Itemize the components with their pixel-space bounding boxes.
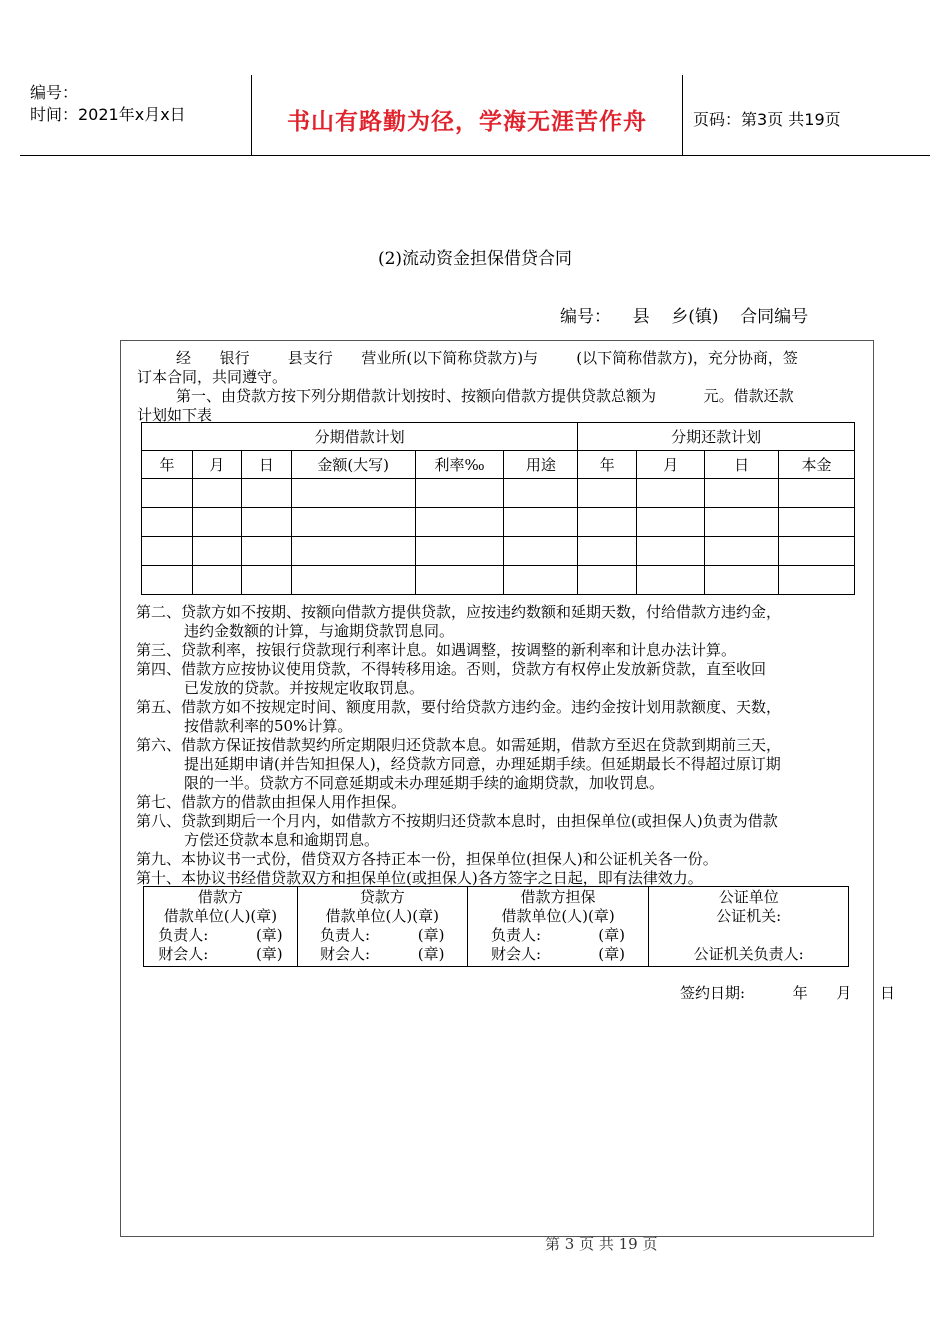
article-continuation-line: 提出延期申请(并告知担保人)，经贷款方同意，办理延期手续。但延期最长不得超过原订期 xyxy=(184,755,781,773)
signature-line: 财会人: (章) xyxy=(158,945,283,963)
table-cell xyxy=(241,537,291,566)
table-cell xyxy=(241,508,291,537)
table-cell xyxy=(779,537,855,566)
signature-cell xyxy=(297,887,467,967)
article-continuation-line: 违约金数额的计算，与逾期贷款罚息同。 xyxy=(184,622,455,640)
header-rule xyxy=(20,155,930,156)
table-cell xyxy=(504,508,578,537)
contract-number-label: 编号： xyxy=(560,307,611,327)
signature-line: 借款单位(人)(章) xyxy=(325,907,439,925)
table-row xyxy=(142,566,855,595)
township-label: 乡(镇) xyxy=(671,307,719,327)
table-cell xyxy=(142,508,193,537)
table-row xyxy=(142,537,855,566)
table-cell xyxy=(578,479,637,508)
col-day: 日 xyxy=(241,451,291,479)
col-amount: 金额(大写) xyxy=(291,451,415,479)
table-cell xyxy=(142,566,193,595)
header-motto: 书山有路勤为径，学海无涯苦作舟 xyxy=(287,108,647,135)
col-repay-month: 月 xyxy=(637,451,705,479)
table-cell xyxy=(415,508,504,537)
table-cell xyxy=(142,479,193,508)
table-cell xyxy=(705,508,779,537)
table-cell xyxy=(142,537,193,566)
table-cell xyxy=(291,537,415,566)
table-cell xyxy=(291,566,415,595)
plan-table-group-header xyxy=(142,423,855,451)
article-line: 第四、借款方应按协议使用贷款，不得转移用途。否则，贷款方有权停止发放新贷款，直至收回 xyxy=(136,660,767,678)
col-repay-year: 年 xyxy=(578,451,637,479)
header-page-info: 页码：第3页 共19页 xyxy=(693,110,841,129)
repay-plan-header: 分期还款计划 xyxy=(578,423,855,451)
table-cell xyxy=(192,537,241,566)
article-1-line-1: 第一、由贷款方按下列分期借款计划按时、按额向借款方提供贷款总额为 元。借款还款 xyxy=(176,387,794,405)
signature-line xyxy=(649,926,848,945)
table-cell xyxy=(779,566,855,595)
col-principal: 本金 xyxy=(779,451,855,479)
contract-number-field-label: 合同编号 xyxy=(740,307,809,327)
signature-table xyxy=(143,886,849,967)
article-line: 第九、本协议书一式份，借贷双方各持正本一份，担保单位(担保人)和公证机关各一份。 xyxy=(136,850,718,868)
header-number-label: 编号： xyxy=(30,83,79,102)
table-cell xyxy=(779,508,855,537)
table-cell xyxy=(578,566,637,595)
table-cell xyxy=(779,479,855,508)
intro-line-1: 经 银行 县支行 营业所(以下简称贷款方)与 (以下简称借款方)，充分协商，签 xyxy=(176,349,798,367)
signature-line: 借款方担保 xyxy=(520,888,596,906)
article-line: 第三、贷款利率，按银行贷款现行利率计息。如遇调整，按调整的新利率和计息办法计算。 xyxy=(136,641,737,659)
table-cell xyxy=(504,537,578,566)
header-time: 时间：2021年x月x日 xyxy=(30,105,186,124)
table-cell xyxy=(578,508,637,537)
table-cell xyxy=(705,479,779,508)
borrow-plan-header: 分期借款计划 xyxy=(142,423,578,451)
article-continuation-line: 方偿还贷款本息和逾期罚息。 xyxy=(184,831,380,849)
table-cell xyxy=(241,479,291,508)
article-line: 第五、借款方如不按规定时间、额度用款，要付给贷款方违约金。违约金按计划用款额度、天数， xyxy=(136,698,782,716)
county-label: 县 xyxy=(632,307,650,327)
signature-line: 财会人: (章) xyxy=(491,945,626,963)
intro-line-2: 订本合同，共同遵守。 xyxy=(137,368,288,386)
signature-line: 借款方 xyxy=(197,888,243,906)
table-cell xyxy=(705,566,779,595)
table-cell xyxy=(637,508,705,537)
article-line: 第六、借款方保证按借款契约所定期限归还贷款本息。如需延期，借款方至迟在贷款到期前三天， xyxy=(136,736,782,754)
table-cell xyxy=(192,566,241,595)
table-cell xyxy=(241,566,291,595)
signature-cell xyxy=(144,887,298,967)
article-continuation-line: 已发放的贷款。并按规定收取罚息。 xyxy=(184,679,425,697)
plan-table-column-header xyxy=(142,451,855,479)
signature-cell xyxy=(467,887,649,967)
loan-plan-table xyxy=(141,422,855,595)
table-cell xyxy=(291,508,415,537)
signature-line: 财会人: (章) xyxy=(320,945,445,963)
signature-line: 借款单位(人)(章) xyxy=(501,907,615,925)
table-cell xyxy=(578,537,637,566)
col-year: 年 xyxy=(142,451,193,479)
signature-line: 贷款方 xyxy=(359,888,405,906)
table-cell xyxy=(415,479,504,508)
table-cell xyxy=(504,479,578,508)
col-rate: 利率‰ xyxy=(415,451,504,479)
table-cell xyxy=(705,537,779,566)
table-cell xyxy=(192,508,241,537)
sign-date: 签约日期: 年 月 日 xyxy=(680,984,895,1002)
table-row xyxy=(142,479,855,508)
signature-line: 公证机关负责人: xyxy=(693,945,804,963)
contract-number-line xyxy=(560,302,808,327)
article-continuation-line: 按借款利率的50%计算。 xyxy=(184,717,353,735)
table-cell xyxy=(637,537,705,566)
article-line: 第七、借款方的借款由担保人用作担保。 xyxy=(136,793,407,811)
table-cell xyxy=(637,566,705,595)
document-title: (2)流动资金担保借贷合同 xyxy=(377,249,573,269)
article-continuation-line: 限的一半。贷款方不同意延期或未办理延期手续的逾期贷款，加收罚息。 xyxy=(184,774,665,792)
signature-line: 负责人: (章) xyxy=(158,926,283,944)
signature-cell xyxy=(649,887,849,967)
signature-line: 公证机关: xyxy=(716,907,782,925)
article-line: 第二、贷款方如不按期、按额向借款方提供贷款，应按违约数额和延期天数，付给借款方违约金， xyxy=(136,603,782,621)
col-repay-day: 日 xyxy=(705,451,779,479)
articles-list xyxy=(136,603,781,888)
table-cell xyxy=(192,479,241,508)
table-row xyxy=(142,508,855,537)
article-1-line-2: 计划如下表 xyxy=(137,406,213,424)
signature-row xyxy=(144,887,849,967)
header-divider xyxy=(682,75,683,156)
table-cell xyxy=(291,479,415,508)
article-line: 第八、贷款到期后一个月内，如借款方不按期归还贷款本息时，由担保单位(或担保人)负责为借款 xyxy=(136,812,778,830)
col-purpose: 用途 xyxy=(504,451,578,479)
signature-line: 公证单位 xyxy=(718,888,779,906)
signature-line: 借款单位(人)(章) xyxy=(163,907,278,925)
table-cell xyxy=(415,566,504,595)
signature-line: 负责人: (章) xyxy=(491,926,626,944)
table-cell xyxy=(504,566,578,595)
article-line: 第十、本协议书经借贷款双方和担保单位(或担保人)各方签字之日起，即有法律效力。 xyxy=(136,869,703,887)
signature-line: 负责人: (章) xyxy=(320,926,445,944)
table-cell xyxy=(637,479,705,508)
table-cell xyxy=(415,537,504,566)
page-footer: 第 3 页 共 19 页 xyxy=(545,1235,658,1253)
col-month: 月 xyxy=(192,451,241,479)
